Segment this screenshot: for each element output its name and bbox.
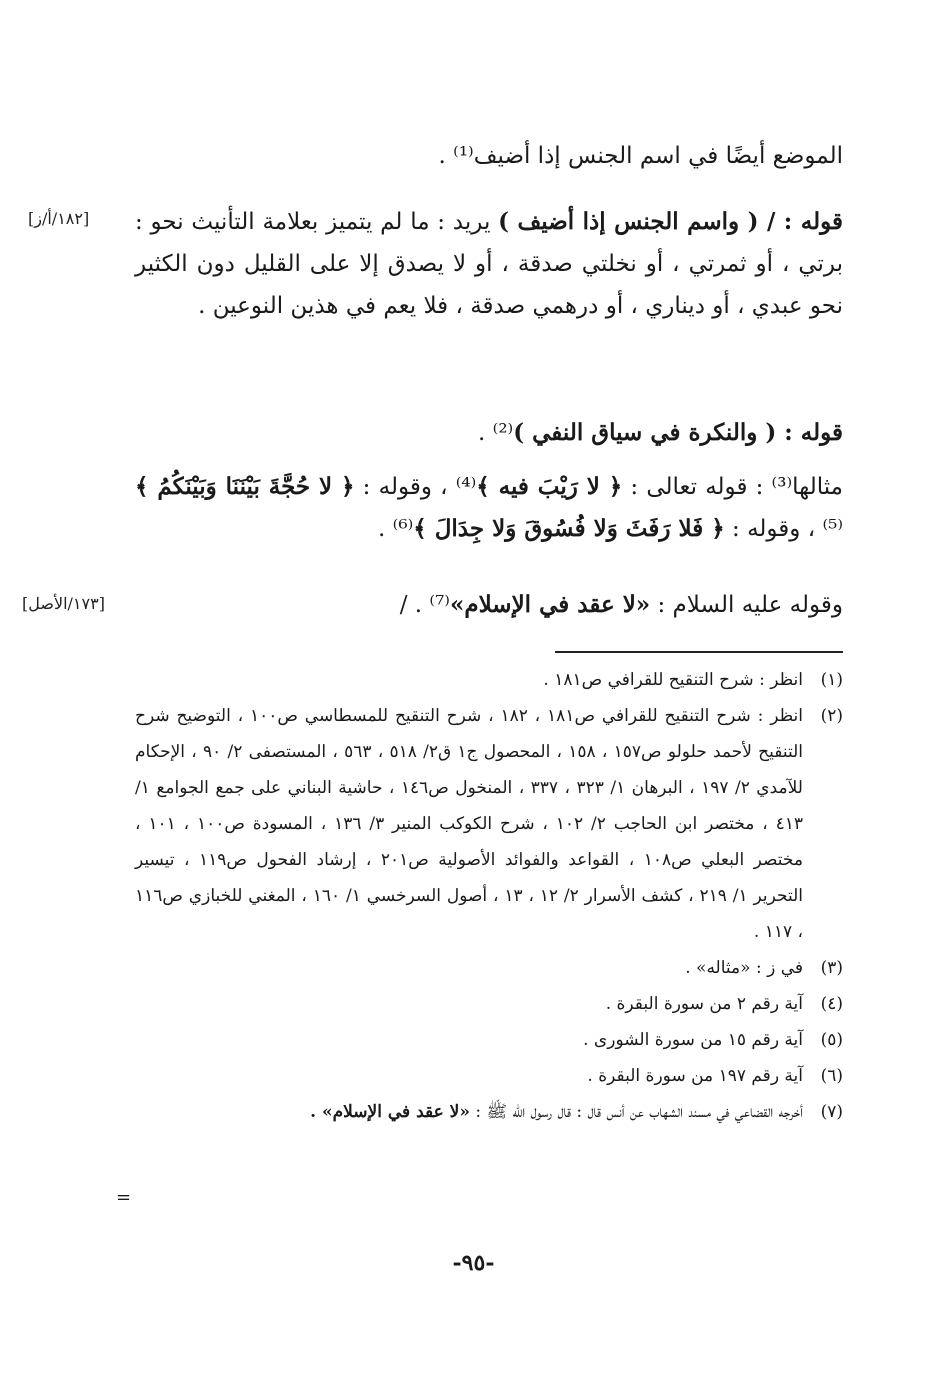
paragraph-0-text: الموضع أيضًا في اسم الجنس إذا أضيف⁽¹⁾ . <box>438 143 843 169</box>
footnote-7 <box>135 1094 843 1130</box>
margin-note-original: [١٧٣/الأصل] <box>22 594 105 613</box>
footnote-6 <box>135 1058 843 1094</box>
footnote-text: انظر : شرح التنقيح للقرافي ص١٨١ ، ١٨٢ ، شرح التنقيح للمسطاسي ص١٠٠ ، التوضيح شرح التنقيح لأحمد حلولو ص١٥٧ ، ١٥٨ ، المحصول ج١ ق٢/ ٥١٨ ، ٥٦٣ ، المستصفى ٢/ ٩٠ ، الإحكام للآمدي ٢/ ١٩٧ ، البرهان ١/ ٣٢٣ ، ٣٣٧ ، المنخول ص١٤٦ ، حاشية البناني على جمع الجوامع ١/ ٤١٣ ، مختصر ابن الحاجب ٢/ ١٠٢ ، شرح الكوكب المنير ٣/ ١٣٦ ، المسودة ص١٠٠ ، ١٠١ ، مختصر البعلي ص١٠٨ ، القواعد والفوائد الأصولية ص٢٠١ ، إرشاد الفحول ص١١٩ ، تيسير التحرير ١/ ٢١٩ ، كشف الأسرار ٢/ ١٢ ، ١٣ ، أصول السرخسي ١/ ١٦٠ ، المغني للخبازي ص١١٦ ، ١١٧ . <box>135 706 804 942</box>
hadith-quote: «لا عقد في الإسلام» <box>449 591 651 618</box>
continuation-mark: = <box>116 1187 132 1208</box>
footnote-text: في ز : «مثاله» . <box>685 958 803 978</box>
footnote-number: (٢) <box>820 706 843 726</box>
footnote-text: انظر : شرح التنقيح للقرافي ص١٨١ . <box>543 670 803 690</box>
footnote-4 <box>135 986 843 1022</box>
paragraph-0 <box>135 135 843 177</box>
paragraph-3-text-c: ⁽⁵⁾ ، وقوله : <box>724 516 843 542</box>
footnote-number: (٦) <box>820 1066 843 1086</box>
paragraph-3-text-d: ⁽⁶⁾ . <box>378 516 414 542</box>
footnote-text: آية رقم ١٩٧ من سورة البقرة . <box>587 1066 803 1086</box>
footnote-number: (١) <box>820 670 843 690</box>
paragraph-3-text-a: مثالها⁽³⁾ : قوله تعالى : <box>622 474 843 500</box>
paragraph-3 <box>135 466 843 550</box>
footnote-text <box>135 1094 803 1130</box>
footnote-number: (٧) <box>820 1102 843 1122</box>
paragraph-2-heading: قوله : ( والنكرة في سياق النفي ) <box>513 419 843 446</box>
footnote-number: (٥) <box>820 1030 843 1050</box>
footnote-separator <box>555 651 843 653</box>
quran-quote-3: ﴿ فَلا رَفَثَ وَلا فُسُوقَ وَلا جِدَالَ ﴾ <box>413 515 725 542</box>
paragraph-2-text: ⁽²⁾ . <box>478 420 514 446</box>
footnote-number: (٣) <box>820 958 843 978</box>
footnote-7-hadith: «لا عقد في الإسلام» . <box>310 1102 470 1122</box>
footnote-text: آية رقم ١٥ من سورة الشورى . <box>583 1030 803 1050</box>
paragraph-1-heading: قوله : / ( واسم الجنس إذا أضيف ) <box>498 208 843 235</box>
paragraph-2 <box>135 412 843 454</box>
footnote-2 <box>135 698 843 950</box>
footnote-7-text: أخرجه القضاعي في مسند الشهاب عن أنس قال : قال رسول الله ﷺ : <box>469 1102 803 1122</box>
paragraph-4-text-b: ⁽⁷⁾ . / <box>399 592 450 618</box>
quran-quote-1: ﴿ لا رَيْبَ فيه ﴾ <box>476 473 623 500</box>
page-number: -٩٥- <box>452 1250 495 1276</box>
footnote-5 <box>135 1022 843 1058</box>
paragraph-1 <box>135 201 843 327</box>
paragraph-4 <box>135 584 843 626</box>
paragraph-4-text-a: وقوله عليه السلام : <box>650 592 843 618</box>
footnote-3 <box>135 950 843 986</box>
footnote-number: (٤) <box>820 994 843 1014</box>
paragraph-3-text-b: ⁽⁴⁾ ، وقوله : <box>354 474 477 500</box>
footnote-1 <box>135 662 843 698</box>
margin-note-manuscript-z: [١٨٢/أ/ز] <box>28 209 90 228</box>
footnote-text: آية رقم ٢ من سورة البقرة . <box>605 994 803 1014</box>
footnotes <box>135 662 843 1130</box>
paragraph-1-text: يريد : ما لم يتميز بعلامة التأنيث نحو : برتي ، أو ثمرتي ، أو نخلتي صدقة ، أو لا يصدق إلا على القليل دون الكثير نحو عبدي ، أو ديناري ، أو درهمي صدقة ، فلا يعم في هذين النوعين . <box>135 209 843 319</box>
quran-quote-2: ﴿ لا حُجَّةَ بَيْنَنَا وَبَيْنَكُمُ ﴾ <box>135 473 355 500</box>
